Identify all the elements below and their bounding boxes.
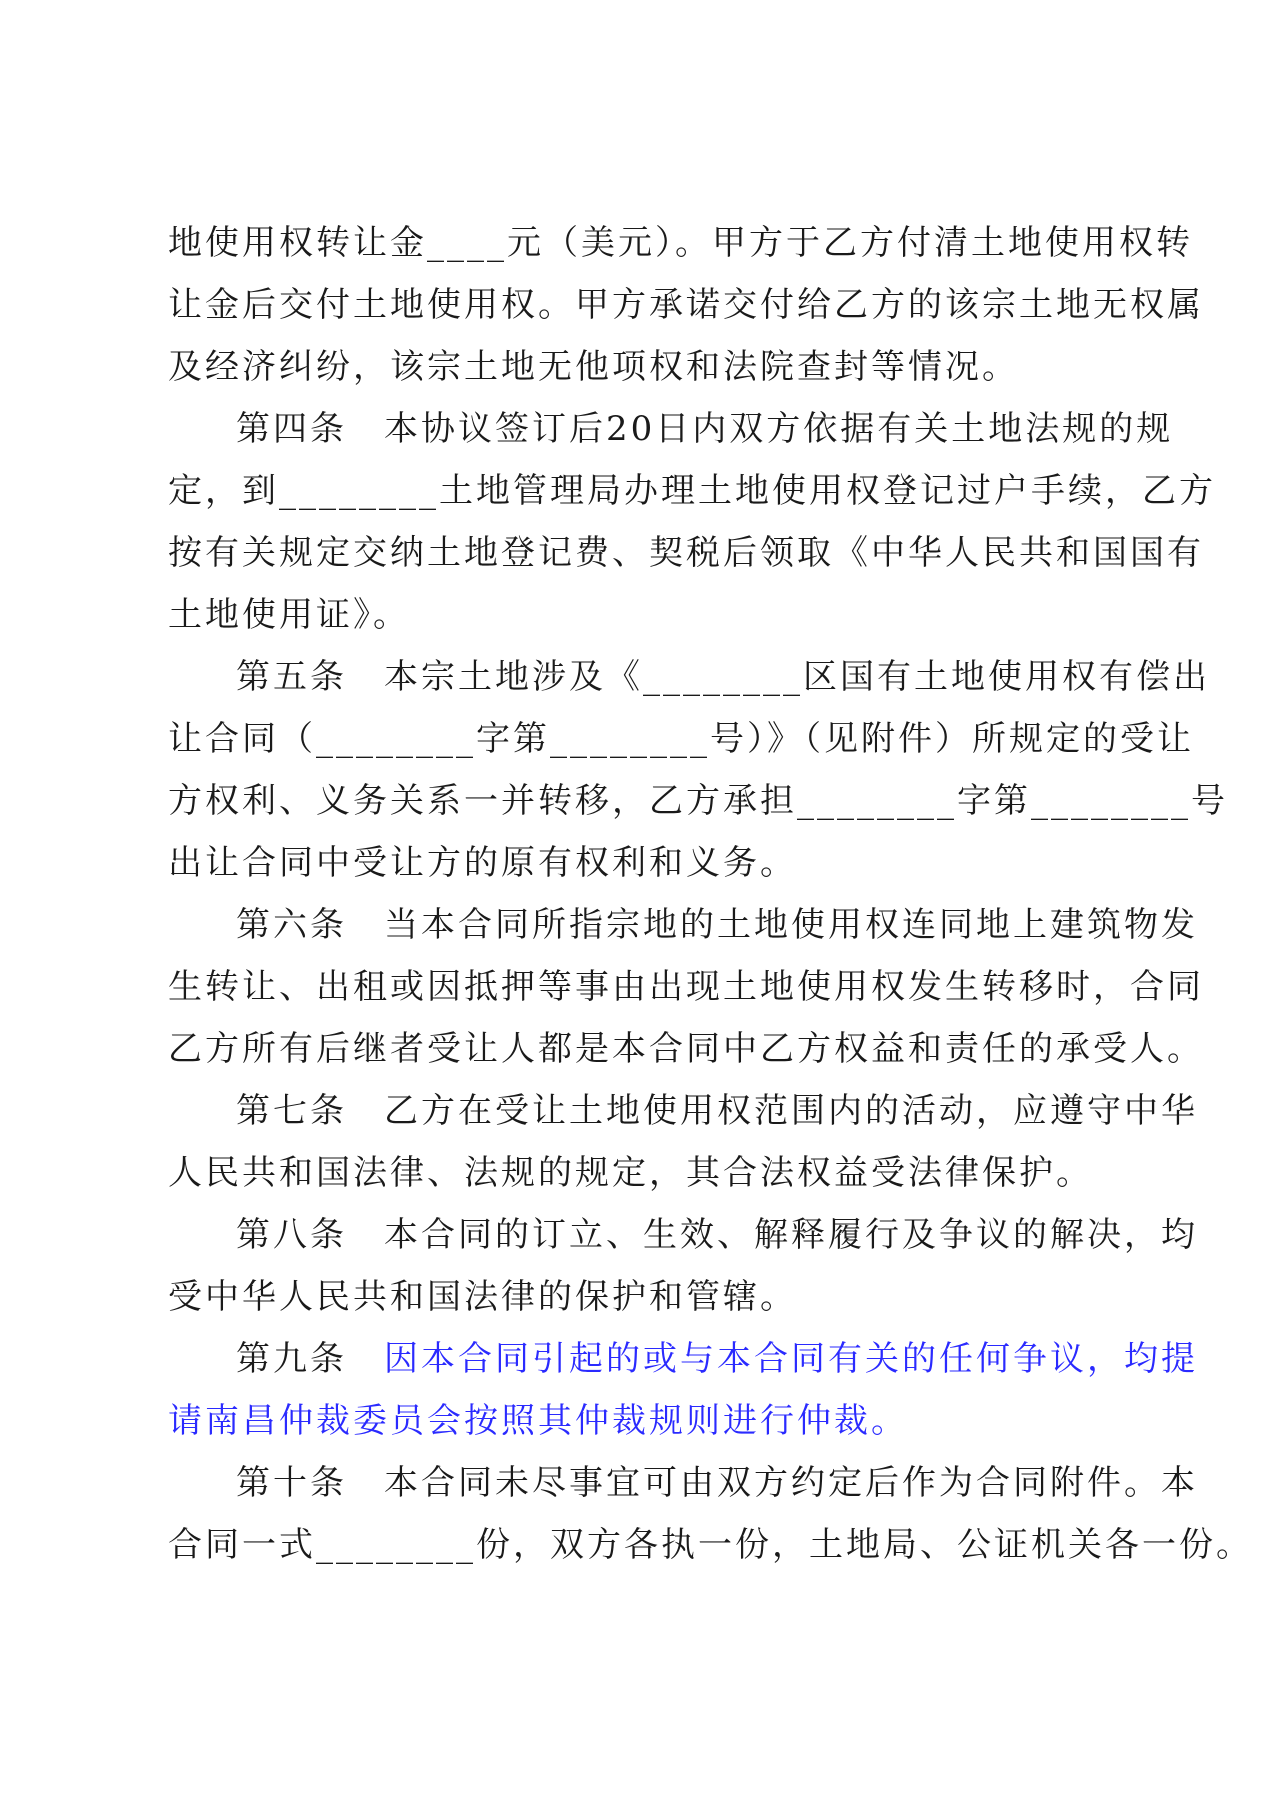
contract-page: [168, 212, 1253, 1576]
text-line: 生转让、出租或因抵押等事由出现土地使用权发生转移时，合同: [168, 967, 1204, 1007]
text-line: 第十条 本合同未尽事宜可由双方约定后作为合同附件。本: [236, 1463, 1198, 1503]
text-line: [168, 1328, 1198, 1390]
article-4: [168, 398, 1216, 646]
text-line: 第六条 当本合同所指宗地的土地使用权连同地上建筑物发: [236, 905, 1198, 945]
text-line: 让合同（________字第________号）》（见附件）所规定的受让: [168, 719, 1194, 759]
article-3-continuation: [168, 212, 1204, 398]
text-line: 方权利、义务关系一并转移，乙方承担________字第________号: [168, 781, 1228, 821]
text-line: 第四条 本协议签订后20日内双方依据有关土地法规的规: [236, 409, 1174, 449]
text-line: 受中华人民共和国法律的保护和管辖。: [168, 1277, 797, 1317]
text-line: 定，到________土地管理局办理土地使用权登记过户手续，乙方: [168, 471, 1216, 511]
text-line: 第七条 乙方在受让土地使用权范围内的活动，应遵守中华: [236, 1091, 1198, 1131]
text-line: 土地使用证》。: [168, 595, 410, 635]
text-line: 乙方所有后继者受让人都是本合同中乙方权益和责任的承受人。: [168, 1029, 1204, 1069]
article-7: [168, 1080, 1198, 1204]
article-9-label: 第九条: [236, 1339, 384, 1379]
text-line: 地使用权转让金____元（美元）。甲方于乙方付清土地使用权转: [168, 223, 1193, 263]
text-line: 出让合同中受让方的原有权利和义务。: [168, 843, 797, 883]
article-10: [168, 1452, 1253, 1576]
text-line: 第八条 本合同的订立、生效、解释履行及争议的解决，均: [236, 1215, 1198, 1255]
text-line: 及经济纠纷，该宗土地无他项权和法院查封等情况。: [168, 347, 1019, 387]
text-line: 合同一式________份，双方各执一份，土地局、公证机关各一份。: [168, 1525, 1253, 1565]
article-8: [168, 1204, 1198, 1328]
text-line: 第五条 本宗土地涉及《________区国有土地使用权有偿出: [236, 657, 1210, 697]
arbitration-clause: 因本合同引起的或与本合同有关的任何争议，均提: [384, 1339, 1198, 1379]
article-5: [168, 646, 1228, 894]
article-6: [168, 894, 1204, 1080]
arbitration-clause-line: 请南昌仲裁委员会按照其仲裁规则进行仲裁。: [168, 1401, 908, 1441]
text-line: 人民共和国法律、法规的规定，其合法权益受法律保护。: [168, 1153, 1093, 1193]
text-line: 按有关规定交纳土地登记费、契税后领取《中华人民共和国国有: [168, 533, 1204, 573]
text-line: 让金后交付土地使用权。甲方承诺交付给乙方的该宗土地无权属: [168, 285, 1204, 325]
article-9: [168, 1328, 1198, 1452]
